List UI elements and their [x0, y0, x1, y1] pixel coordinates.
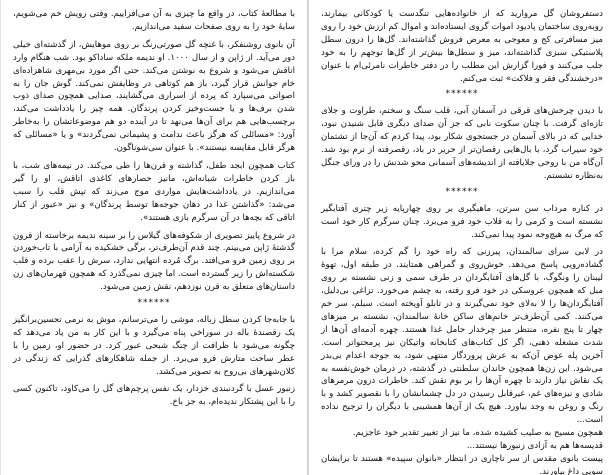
paragraph: در شروع پاییز تصویری از شکوفه‌های گیلاس را بر سینه ندیمه برخاسته از قرون گذشتهٔ ژاپن می‌بینم. چند قدم آن‌طرف‌تر، برگی خشکیده به آرامی با تاب‌خوردن بر روی زمین فرو می‌افتد. برگ مُرده انتهایی ندارد، سرش را عقب برده و قلب شکسته‌اش را زیر گسترده است. اما چیزی نمی‌گذرد که همچون قهرمان‌های زن داستان‌های متعلق به قرن نوزدهم، نقش زمین می‌شود. — [13, 230, 295, 293]
paragraph: کتاب همچون ابجد طفل، گذاشته و قرن‌ها را طی می‌کند. در نیمه‌های شب، با باز کردن خاطرات شبانه‌اش، مانیز حصارهای کاغذی اتاقش، او را گیر می‌اندازیم. در یادداشت‌هایش مواردی موج می‌زند که تپش قلب را سبب می‌شد: «گذاشتن غذا در دهان جوجه‌ها توسط پرندگان» و نیز «عبور از کنار اتاقی که بچه‌ها در آن سرگرم بازی هستند». — [13, 160, 295, 223]
paragraph: در لابی سرای سالمندان، پیرزنی که راه خود را گم کرده، سلام مرا با گشاده‌رویی پاسخ می‌دهد. خوش‌روی و گمراهی همتایند. در طبقه اول، تهوهٔ لیبنان را ونگوگ، با گل‌های آفتابگردان در طرف سمی و زنی نشسته بر روی مبل که همچون عروسکی در خود فرو رفته، به چشم می‌خورد. تزاغی بی‌دلیل، آفتابگردان‌ها را لا به‌لای خود نمی‌گیرند و در تابلو آویخته است. سبلم، سر خم می‌کنند. کمی آن‌طرف‌تر خانم‌های ساکن خانهٔ سالمندان، نشسته بر میزهای چهار تا پنج نفره، منتظر میز چرخدار حامل غذا هستند. چهره آدمه‌ای آن‌ها از شدت مشغله ذهنی، اگر کل کتاب‌های کتابخانه واتیکان نیز پرمحتواتر است. آخرین پله عوض آن‌که به عرش پروردگار منتهی شود، به جوجه اعدام بی‌بدر می‌شود. این زن‌ها همچون خاندان سلطنتی در گذشته، در درمان خوش‌نفسه به یک نقاش نیاز دارند تا چهره آن‌ها را بر بوم نقش کند. خاطرات درون مرمرهای شادی و نیزه‌های غم، غیرقابل رسیدن در دل چشمانشان را با نقصویر کشد و با رنگ و روغن به وجد بیاورد. هیچ یک از آن‌ها همشیبی با دیگران را ترجیح نداده است... — [321, 247, 603, 426]
paragraph: در کناره مرداب سن سرتن، ماهیگیری بر روی چهارپایه زیر چتری آفتابگیر نشسته است و کرمی را به قلاب خود فرو می‌برد. چنان سرگرم کار خود است که مرگ به هیچ‌وجه نمود پیدا نمی‌کند. — [321, 203, 603, 240]
section-divider: ****** — [137, 298, 171, 309]
paragraph: دستفروشان گل مروارید که از خانواده‌هایی تنگدست یا کودکانی بیمارند، روبه‌روی ساختمان پادیود اموات گروی ایستاده‌اند و اموال کم ارزش خود را روی میز مسافرتی کج و معوجی به معرض فروش گذاشته‌اند. گل‌ها را درون سطل پلاستیکی سبزی گذاشته‌اند، میز و سطل‌ها بیش‌تر از گل‌ها توجهم را به خود جلب می‌کنند و فورا گزارش این مطلب را در دفتر خاطرات نامرئی‌ام با عنوان «درخشندگی فقر و فلاکت» ثبت می‌کنم. — [321, 9, 603, 84]
right-page — [308, 0, 615, 475]
paragraph: زنبور عسل با گردنبندی خزدار، یک نفس پرچم‌های گل را می‌کاود، تاکنون کسی را با این پشتکار ندیده‌ام، به جز باخ. — [13, 384, 295, 408]
paragraph: با دیدن چرخش‌های قرقی در آسمان آبی، قلب سنگ و سخنم، طراوت و جلای تازه‌ای گرفت. با چنان سکوت نابی که جز آن صدای دیگری قابل شنیدن نبود، خدایی که در بالای آسمان در جستجوی شکار بود، پیدا کردم که آن‌جا از تشتمان خود سیراب گرد، با بال‌هایی رقصان‌تر از حریر در باد، رقصرفته از نرم بود شد. آن‌گاه من با روحی جلایافته از اندیشه‌های آسمانی محو شدنش را در ورای جنگل به‌نظاره نشستم. — [321, 106, 603, 181]
paragraph: قدیسه‌ها هم به آزادی زنبورها نیستند... — [466, 441, 603, 451]
paragraph: با مطالعهٔ کتاب، در واقع ما چیزی به آن می‌افزاییم. وقتی رویش خم می‌شویم، سایهٔ خود را به روی صفحات سفید می‌اندازیم. — [13, 9, 295, 32]
paragraph: آن بانوی روشنفکر، با غنچه گل صورتی‌رنگ بر روی موهایش، از گذشته‌ای خیلی دور می‌آید. از ژاپن و از سال ۱۰۰۰. او ندیمه ملکه ساداکو بود. شب هنگام وارد اتاقش می‌شود و شروع به نوشتن می‌کند. حتی اگر مورد بی‌مهری شاهزاده‌ای خام جوانش قرار گیرد، باز هم کوتاهی در وظایفش نمی‌کند. گوش جان را به اصواتی می‌سپارد که پرده از اسراری می‌گشایند، صدایی همچون صدای ذوب شدن برف‌ها و یا جست‌وخیز کردن پرندگان. همه چیز را یادداشت می‌کند، برچسب‌هایی هم برای آن‌ها می‌نهد تا در آینده دو هم موضوعاتشان را به‌خاطر آورد: «مسائلی که هرگز باعث ندامت و پشیمانی نمی‌گردند» و یا «مسائلی که هرگز قابل مقایسه نیستند». با عنوان سی‌شوناگون. — [13, 39, 295, 154]
left-page — [1, 0, 308, 475]
paragraph: همچون مسیح به صلیب کشیده شده، ما نیز از تغییر تقدیر خود عاجزیم. — [352, 428, 603, 439]
section-divider: ****** — [445, 89, 479, 100]
section-divider: ****** — [445, 186, 479, 197]
paragraph: پیست بانوی مقدس از سر تاچاری در انتظار «بانوان سپیده» هستند تا برایشان سویی داغ بیاورند. — [321, 453, 603, 475]
paragraph: با جابه‌جا کردن سطل زباله، موشی را می‌ترسانم، موش به نرمی تحسین‌برانگیز یک رقصندهٔ باله در سوراخی پناه می‌گیرد و با این کار به من یاد می‌دهد که چگونه می‌شود با ظرافت از چنگ شبحی عبور کرد. در حضور او، زمین را با عطر ساحت متارش فرو می‌برد. از جمله شاهکارهای گذرایی که زندگی در کلان‌شهرهای بی‌روح به تصویر می‌کشد. — [13, 314, 295, 377]
